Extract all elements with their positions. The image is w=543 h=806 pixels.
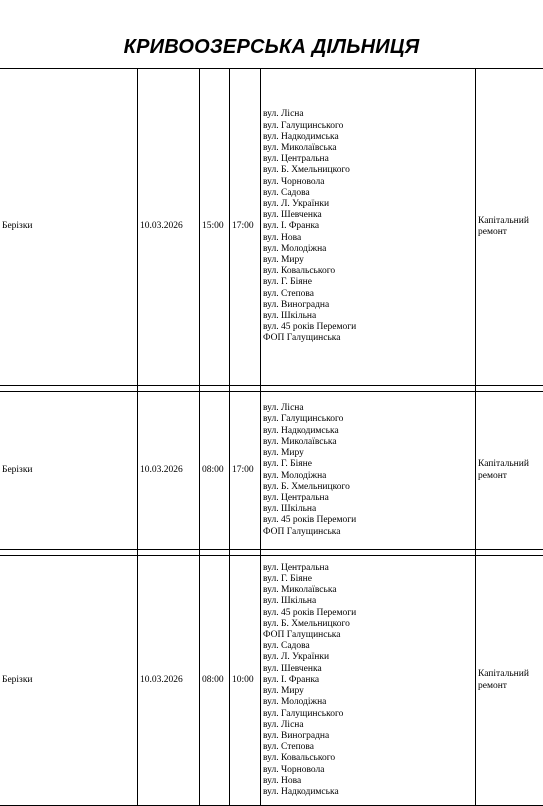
street-item: вул. Центральна	[263, 154, 473, 165]
date-cell: 10.03.2026	[138, 556, 200, 806]
outage-schedule-table	[0, 68, 543, 806]
street-item: вул. Садова	[263, 641, 473, 652]
date-cell: 10.03.2026	[138, 392, 200, 550]
end-time-cell: 17:00	[230, 392, 261, 550]
street-item: вул. Садова	[263, 188, 473, 199]
street-item: вул. 45 років Перемоги	[263, 608, 473, 619]
street-item: ФОП Галущинська	[263, 630, 473, 641]
street-item: вул. Молодіжна	[263, 697, 473, 708]
street-item: ФОП Галущинська	[263, 333, 473, 344]
table-row	[0, 392, 543, 550]
street-item: вул. Центральна	[263, 563, 473, 574]
street-item: вул. Г. Біяне	[263, 277, 473, 288]
street-item: вул. Нова	[263, 233, 473, 244]
street-item: вул. Миру	[263, 255, 473, 266]
street-item: вул. Шкільна	[263, 504, 473, 515]
street-item: вул. Степова	[263, 742, 473, 753]
street-item: вул. Степова	[263, 289, 473, 300]
street-item: вул. Б. Хмельницкого	[263, 482, 473, 493]
street-item: вул. Лісна	[263, 720, 473, 731]
settlement-cell: Берізки	[0, 392, 138, 550]
street-item: вул. Б. Хмельницкого	[263, 165, 473, 176]
street-item: вул. Миру	[263, 448, 473, 459]
street-item: вул. Виноградна	[263, 731, 473, 742]
street-item: вул. Б. Хмельницкого	[263, 619, 473, 630]
start-time-cell: 08:00	[200, 392, 230, 550]
street-item: вул. Чорновола	[263, 177, 473, 188]
end-time-cell: 17:00	[230, 69, 261, 386]
street-item: вул. Г. Біяне	[263, 459, 473, 470]
street-item: вул. Миколаївська	[263, 437, 473, 448]
street-item: вул. Г. Біяне	[263, 574, 473, 585]
street-item: вул. 45 років Перемоги	[263, 515, 473, 526]
street-item: вул. Миколаївська	[263, 143, 473, 154]
reason-cell: Капітальний ремонт	[476, 392, 543, 550]
settlement-cell: Берізки	[0, 69, 138, 386]
street-item: вул. Виноградна	[263, 300, 473, 311]
street-item: вул. Миру	[263, 686, 473, 697]
date-cell: 10.03.2026	[138, 69, 200, 386]
table-row	[0, 556, 543, 806]
settlement-cell: Берізки	[0, 556, 138, 806]
street-item: вул. Лісна	[263, 403, 473, 414]
street-item: ФОП Галущинська	[263, 527, 473, 538]
street-item: вул. Л. Українки	[263, 652, 473, 663]
street-item: вул. Шкільна	[263, 596, 473, 607]
street-item: вул. Центральна	[263, 493, 473, 504]
streets-cell	[261, 69, 476, 386]
street-item: вул. Надкодимська	[263, 787, 473, 798]
end-time-cell: 10:00	[230, 556, 261, 806]
street-item: вул. Галущинського	[263, 414, 473, 425]
street-item: вул. Надкодимська	[263, 426, 473, 437]
reason-cell: Капітальний ремонт	[476, 556, 543, 806]
street-item: вул. Галущинського	[263, 121, 473, 132]
street-item: вул. Лісна	[263, 109, 473, 120]
streets-cell	[261, 556, 476, 806]
page-title: КРИВООЗЕРСЬКА ДІЛЬНИЦЯ	[0, 36, 543, 59]
street-item: вул. Шевченка	[263, 210, 473, 221]
street-item: вул. Чорновола	[263, 765, 473, 776]
street-item: вул. Ковальського	[263, 266, 473, 277]
street-item: вул. Галущинського	[263, 709, 473, 720]
street-item: вул. І. Франка	[263, 221, 473, 232]
street-item: вул. Нова	[263, 776, 473, 787]
start-time-cell: 08:00	[200, 556, 230, 806]
street-item: вул. Миколаївська	[263, 585, 473, 596]
street-item: вул. Л. Українки	[263, 199, 473, 210]
start-time-cell: 15:00	[200, 69, 230, 386]
streets-cell	[261, 392, 476, 550]
table-row	[0, 69, 543, 386]
street-item: вул. Надкодимська	[263, 132, 473, 143]
street-item: вул. Шевченка	[263, 664, 473, 675]
reason-cell: Капітальний ремонт	[476, 69, 543, 386]
street-item: вул. Шкільна	[263, 311, 473, 322]
street-item: вул. Ковальського	[263, 753, 473, 764]
street-item: вул. 45 років Перемоги	[263, 322, 473, 333]
street-item: вул. І. Франка	[263, 675, 473, 686]
street-item: вул. Молодіжна	[263, 244, 473, 255]
street-item: вул. Молодіжна	[263, 471, 473, 482]
